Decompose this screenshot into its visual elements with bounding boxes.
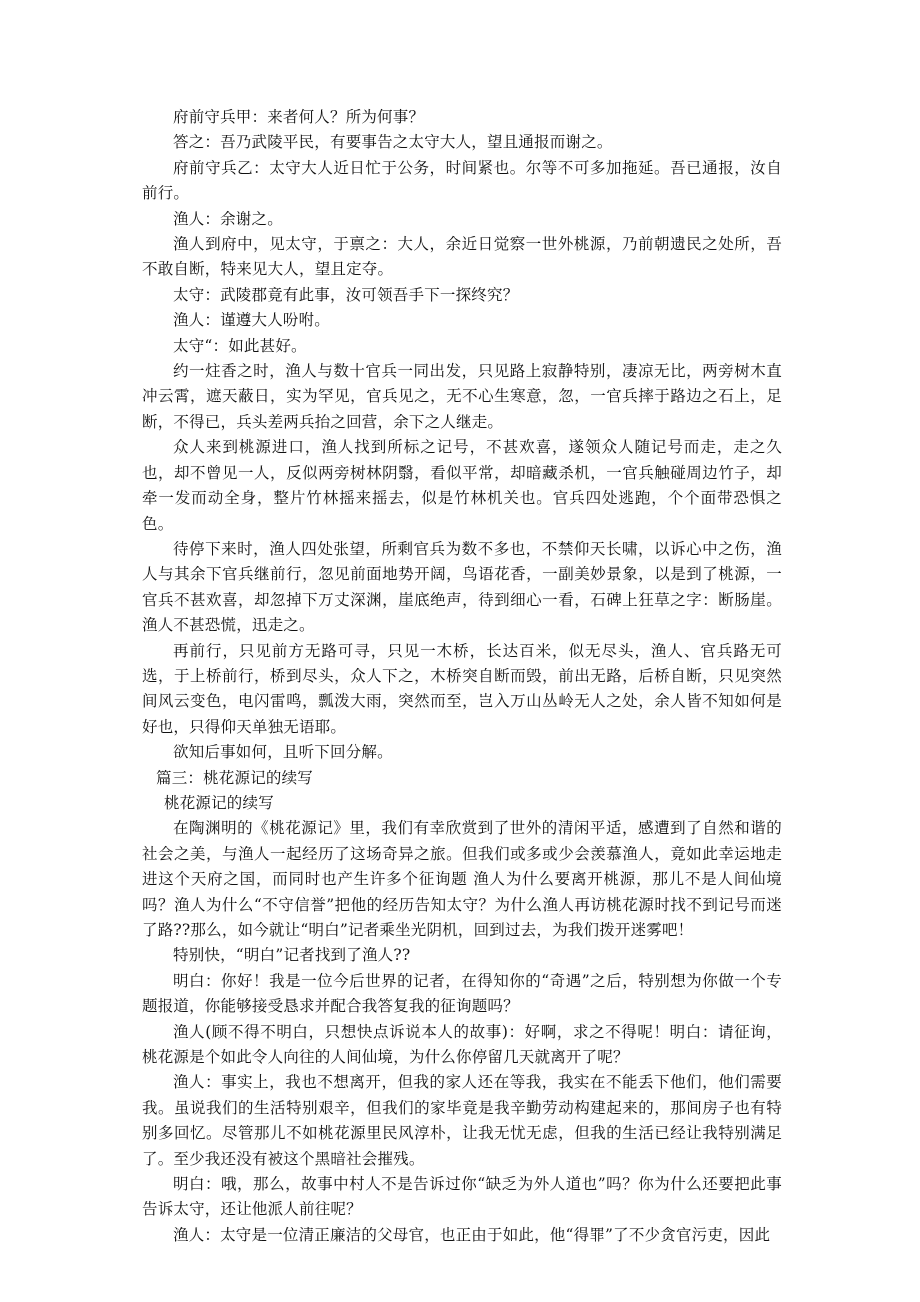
paragraph: 府前守兵乙：太守大人近日忙于公务，时间紧也。尔等不可多加拖延。吾已通报，汝自前行。 [142,158,782,203]
paragraph: 太守：武陵郡竟有此事，汝可领吾手下一探终究？ [173,285,519,304]
paragraph: 太守“：如此甚好。 [173,336,307,355]
paragraph: 欲知后事如何，且听下回分解。 [173,743,393,762]
document-page [142,105,782,1248]
section-heading: 篇三：桃花源记的续写 [156,768,314,787]
paragraph: 约一炷香之时，渔人与数十官兵一同出发，只见路上寂静特别，凄凉无比，两旁树木直冲云霄，遮天蔽日，实为罕见，官兵见之，无不心生寒意，忽，一官兵摔于路边之石上，足断，不得已，兵头差两兵抬之回营，余下之人继走。 [142,362,782,431]
paragraph: 特别快，“明白”记者找到了渔人?? [173,946,411,965]
paragraph: 待停下来时，渔人四处张望，所剩官兵为数不多也，不禁仰天长啸，以诉心中之伤，渔人与其余下官兵继前行，忽见前面地势开阔，鸟语花香，一副美妙景象，以是到了桃源，一官兵不甚欢喜，却忽掉下万丈深渊，崖底绝声，待到细心一看，石碑上狂草之字：断肠崖。渔人不甚恐慌，迅走之。 [142,539,782,635]
paragraph: 府前守兵甲：来者何人？所为何事？ [173,108,425,126]
paragraph: 明白：你好！我是一位今后世界的记者，在得知你的“奇遇”之后，特别想为你做一个专题报道，你能够接受恳求并配合我答复我的征询题吗？ [142,971,782,1016]
paragraph: 明白：哦，那么，故事中村人不是告诉过你“缺乏为外人道也”吗？你为什么还要把此事告诉太守，还让他派人前往呢？ [142,1175,782,1219]
paragraph: 众人来到桃源进口，渔人找到所标之记号，不甚欢喜，遂领众人随记号而走，走之久也，却不曾见一人，反似两旁树林阴翳，看似平常，却暗藏杀机，一官兵触碰周边竹子，却牵一发而动全身，整片竹林摇来摇去，似是竹林机关也。官兵四处逃跑，个个面带恐惧之色。 [142,438,782,533]
paragraph: 答之：吾乃武陵平民，有要事告之太守大人，望且通报而谢之。 [173,133,613,152]
paragraph: 渔人(顾不得不明白，只想快点诉说本人的故事)：好啊，求之不得呢！明白：请征询，桃花源是个如此令人向往的人间仙境，为什么你停留几天就离开了呢？ [142,1022,782,1067]
paragraph: 渔人：余谢之。 [173,209,283,228]
section-subheading: 桃花源记的续写 [164,793,274,812]
paragraph: 渔人到府中，见太守，于禀之：大人，余近日觉察一世外桃源，乃前朝遗民之处所，吾不敢自断，特来见大人，望且定夺。 [142,235,782,279]
paragraph: 渔人：太守是一位清正廉洁的父母官，也正由于如此，他“得罪”了不少贪官污吏，因此 [173,1225,771,1244]
paragraph: 在陶渊明的《桃花源记》里，我们有幸欣赏到了世外的清闲平适，感遭到了自然和谐的社会之美，与渔人一起经历了这场奇异之旅。但我们或多或少会羡慕渔人，竟如此幸运地走进这个天府之国，而同时也产生许多个征询题 渔人为什么要离开桃源，那儿不是人间仙境吗？渔人为什么“不守信誉”把他的经历告知太守？为什么渔人再访桃花源时找不到记号而迷了路??那么，如今就让“明白”记者乘坐光阴机，回到过去，为我们拨开迷雾吧！ [142,819,782,939]
paragraph: 再前行，只见前方无路可寻，只见一木桥，长达百米，似无尽头，渔人、官兵路无可选，于上桥前行，桥到尽头，众人下之，木桥突自断而毁，前出无路，后桥自断，只见突然间风云变色，电闪雷鸣，瓢泼大雨，突然而至，岂入万山丛岭无人之处，余人皆不知如何是好也，只得仰天单独无语耶。 [142,641,782,736]
paragraph: 渔人：谨遵大人吩咐。 [173,311,331,330]
paragraph: 渔人：事实上，我也不想离开，但我的家人还在等我，我实在不能丢下他们，他们需要我。虽说我们的生活特别艰辛，但我们的家毕竟是我辛勤劳动构建起来的，那间房子也有特别多回忆。尽管那儿不如桃花源里民风淳朴，让我无忧无虑，但我的生活已经让我特别满足了。至少我还没有被这个黑暗社会摧残。 [142,1073,782,1168]
